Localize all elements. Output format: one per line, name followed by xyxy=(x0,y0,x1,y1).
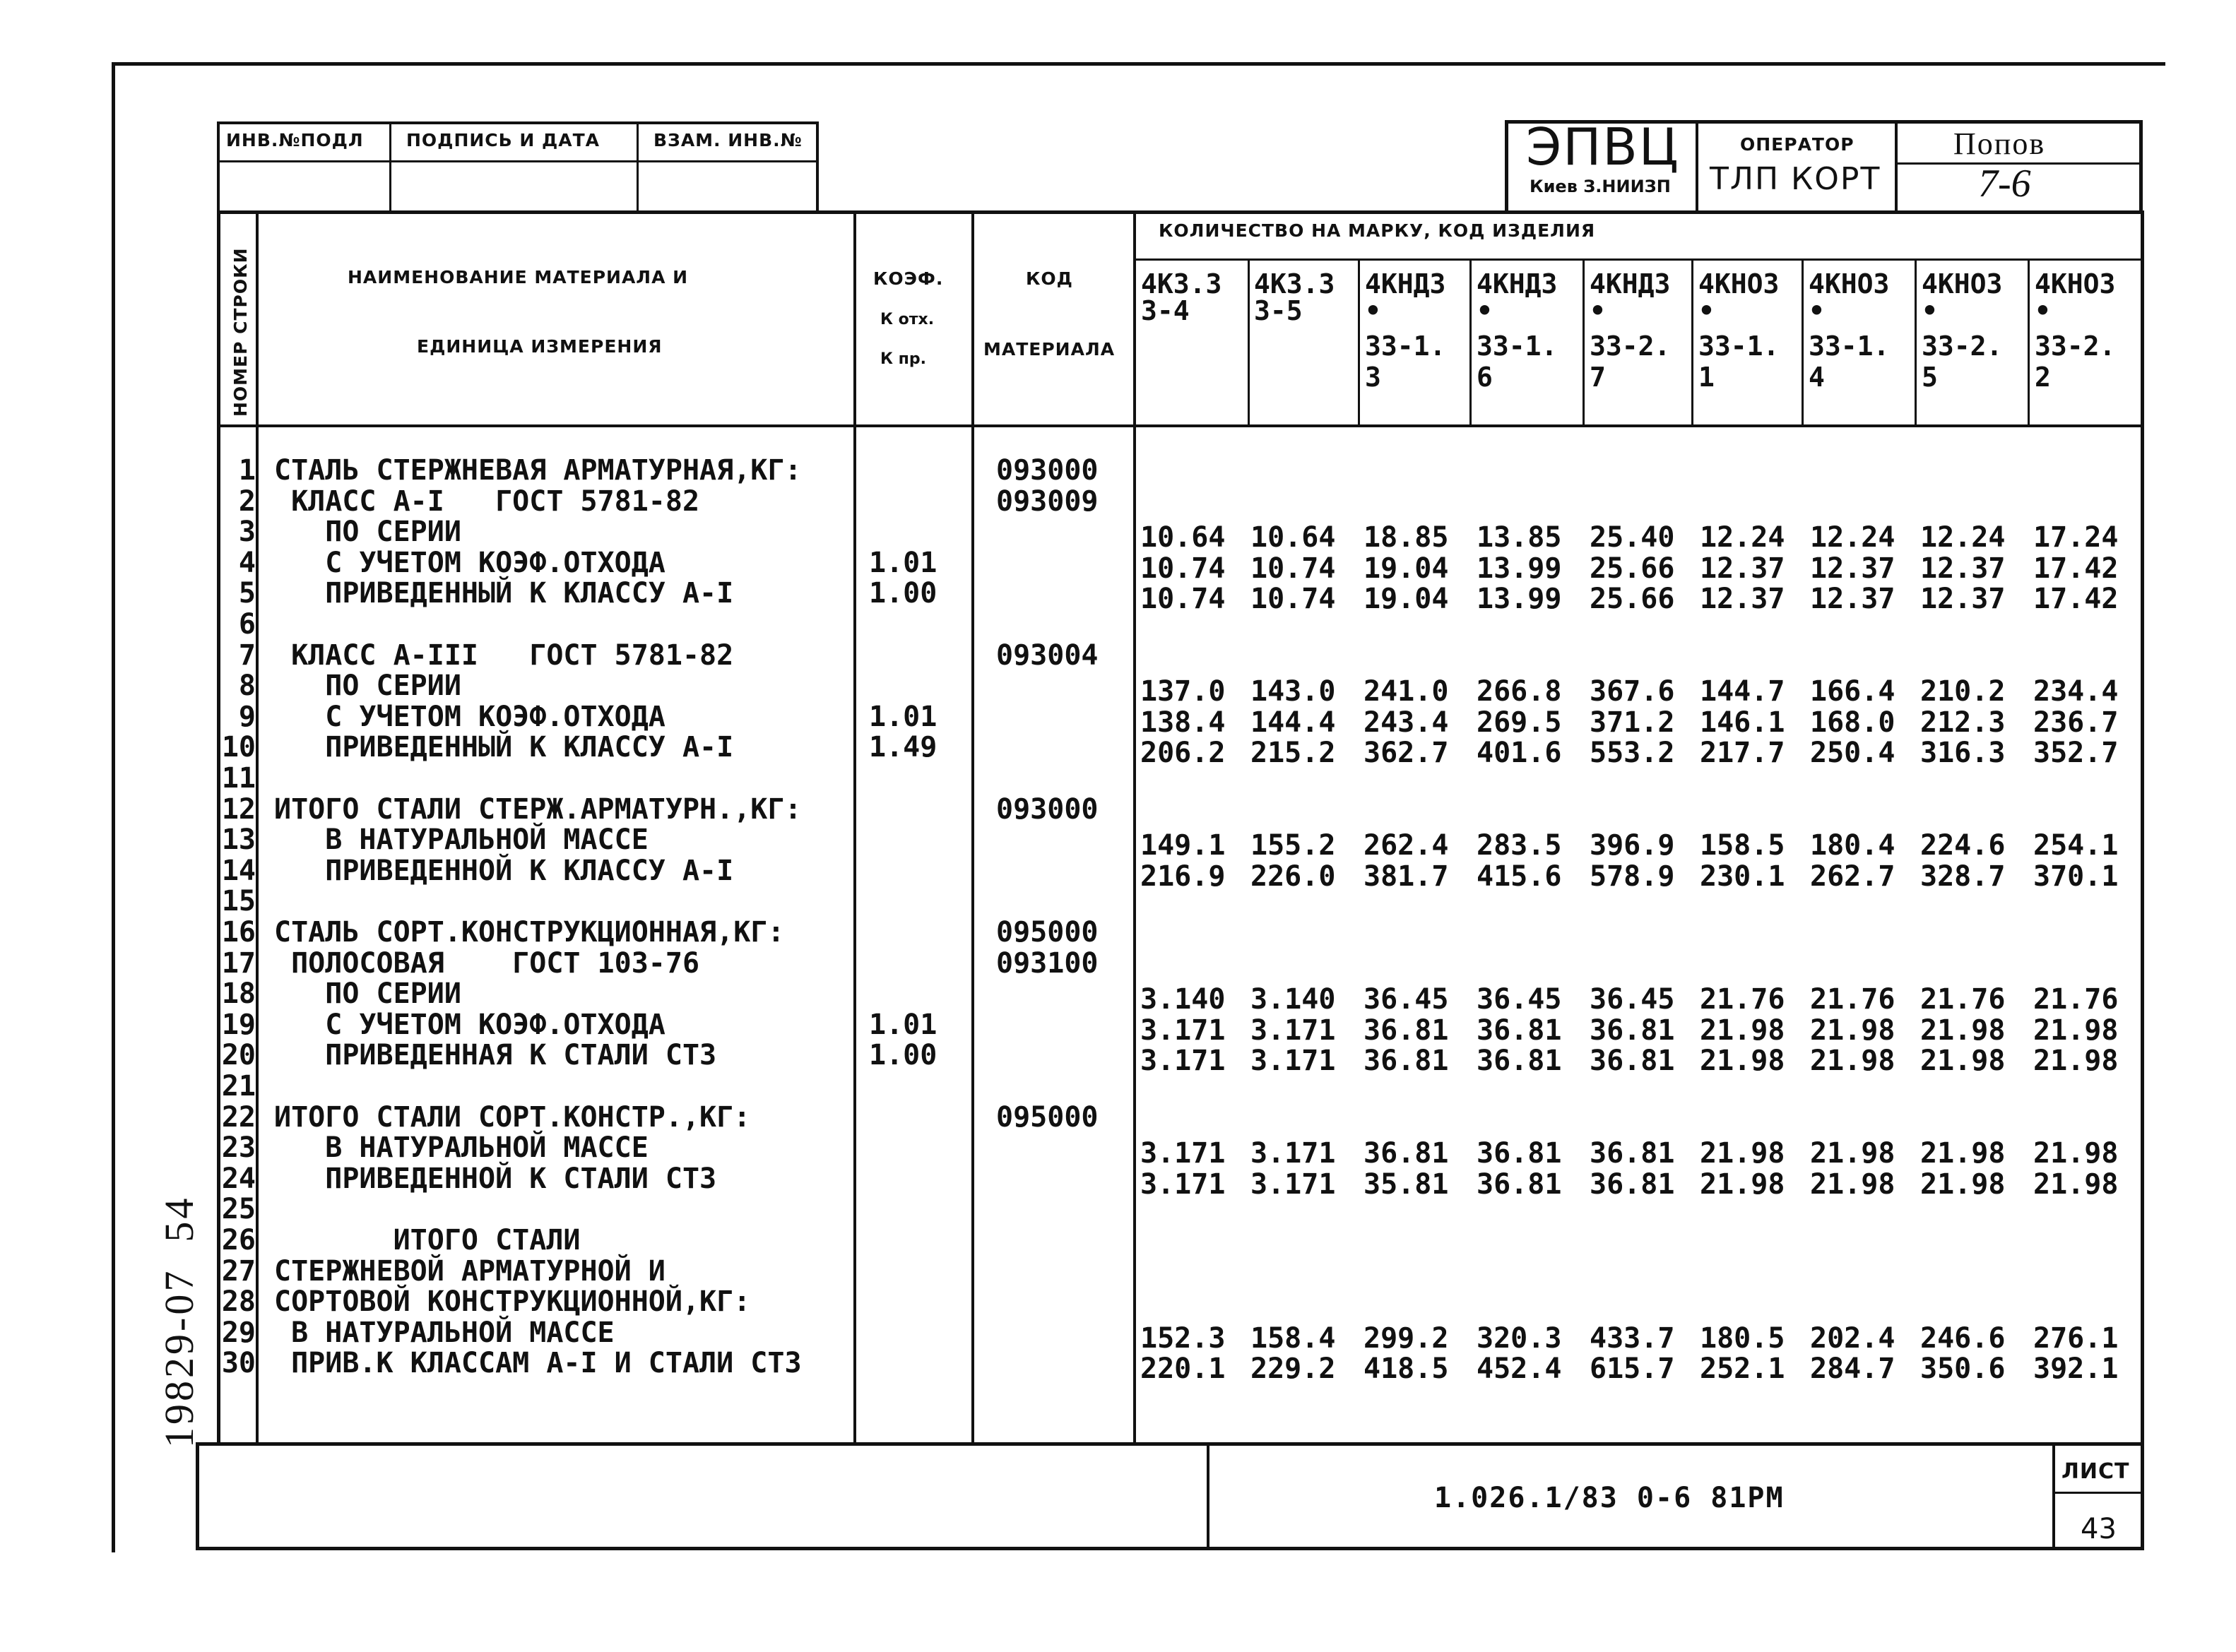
material-name: СТАЛЬ СТЕРЖНЕВАЯ АРМАТУРНАЯ,КГ: xyxy=(274,454,802,487)
row-number: 22 xyxy=(221,1100,256,1134)
quantity-cell: 234.4 xyxy=(2033,675,2119,708)
column-header-9-line4: 2 xyxy=(2035,362,2051,393)
quantity-cell: 166.4 xyxy=(1810,675,1895,708)
quantity-cell: 352.7 xyxy=(2033,737,2119,770)
quantity-cell: 12.37 xyxy=(1810,583,1895,616)
quantity-cell: 36.81 xyxy=(1590,1014,1675,1047)
material-name: ПРИВЕДЕННЫЙ К КЛАССУ А-I xyxy=(274,577,734,610)
quantity-cell: 299.2 xyxy=(1364,1321,1449,1355)
quantity-cell: 12.24 xyxy=(1810,521,1895,554)
margin-note: 19829-07 54 xyxy=(156,1195,202,1448)
material-name: В НАТУРАЛЬНОЙ МАССЕ xyxy=(274,1316,615,1349)
quantity-cell: 21.76 xyxy=(2033,983,2119,1016)
quantity-cell: 350.6 xyxy=(1920,1353,2006,1386)
quantity-cell: 21.76 xyxy=(1920,983,2006,1016)
quantity-cell: 25.66 xyxy=(1590,552,1675,585)
quantity-cell: 21.76 xyxy=(1700,983,1785,1016)
material-code: 095000 xyxy=(996,916,1099,949)
material-name: КЛАСС А-I ГОСТ 5781-82 xyxy=(274,485,700,518)
material-name: ПО СЕРИИ xyxy=(274,670,461,703)
row-number: 2 xyxy=(238,485,256,518)
quantity-cell: 210.2 xyxy=(1920,675,2006,708)
code-header-line2: МАТЕРИАЛА xyxy=(983,339,1116,359)
quantity-cell: 146.1 xyxy=(1700,706,1785,739)
material-name: В НАТУРАЛЬНОЙ МАССЕ xyxy=(274,824,649,857)
quantity-cell: 21.98 xyxy=(1920,1167,2006,1201)
quantity-cell: 284.7 xyxy=(1810,1353,1895,1386)
quantity-cell: 216.9 xyxy=(1140,860,1226,893)
quantity-cell: 25.66 xyxy=(1590,583,1675,616)
row-number: 3 xyxy=(238,516,256,549)
quantity-cell: 367.6 xyxy=(1590,675,1675,708)
row-number: 23 xyxy=(221,1131,256,1165)
quantity-cell: 276.1 xyxy=(2033,1321,2119,1355)
quantity-cell: 21.98 xyxy=(2033,1045,2119,1078)
quantity-cell: 19.04 xyxy=(1364,552,1449,585)
signature: 7-6 xyxy=(1978,162,2031,206)
quantity-cell: 19.04 xyxy=(1364,583,1449,616)
quantity-header-title: КОЛИЧЕСТВО НА МАРКУ, КОД ИЗДЕЛИЯ xyxy=(1159,220,1596,241)
material-name: ПРИВЕДЕННОЙ К КЛАССУ А-I xyxy=(274,854,734,887)
quantity-cell: 12.37 xyxy=(1810,552,1895,585)
quantity-cell: 212.3 xyxy=(1920,706,2006,739)
quantity-cell: 10.74 xyxy=(1250,583,1336,616)
quantity-cell: 144.4 xyxy=(1250,706,1336,739)
quantity-cell: 254.1 xyxy=(2033,829,2119,862)
quantity-cell: 152.3 xyxy=(1140,1321,1226,1355)
quantity-cell: 3.171 xyxy=(1250,1045,1336,1078)
quantity-cell: 36.45 xyxy=(1477,983,1562,1016)
quantity-cell: 246.6 xyxy=(1920,1321,2006,1355)
material-name: В НАТУРАЛЬНОЙ МАССЕ xyxy=(274,1131,649,1165)
row-number: 11 xyxy=(221,762,256,795)
quantity-cell: 149.1 xyxy=(1140,829,1226,862)
coefficient: 1.00 xyxy=(869,1039,937,1072)
quantity-cell: 3.140 xyxy=(1250,983,1336,1016)
org-sub: Киев З.НИИЗП xyxy=(1530,177,1671,196)
quantity-cell: 36.45 xyxy=(1364,983,1449,1016)
quantity-cell: 230.1 xyxy=(1700,860,1785,893)
quantity-cell: 180.5 xyxy=(1700,1321,1785,1355)
column-header-2-line2: 3-5 xyxy=(1254,295,1303,326)
quantity-cell: 3.171 xyxy=(1250,1167,1336,1201)
row-number: 20 xyxy=(221,1039,256,1072)
quantity-cell: 3.171 xyxy=(1140,1167,1226,1201)
quantity-cell: 252.1 xyxy=(1700,1353,1785,1386)
row-number: 25 xyxy=(221,1193,256,1226)
material-name: С УЧЕТОМ КОЭФ.ОТХОДА xyxy=(274,700,666,733)
org-name: ЭПВЦ xyxy=(1526,117,1680,177)
quantity-cell: 3.171 xyxy=(1140,1137,1226,1170)
quantity-cell: 21.98 xyxy=(2033,1167,2119,1201)
quantity-cell: 143.0 xyxy=(1250,675,1336,708)
page-left-border xyxy=(112,62,115,1552)
column-header-5-line3: 33-2. xyxy=(1590,331,1671,362)
operator-label: ОПЕРАТОР xyxy=(1740,134,1855,155)
row-number: 13 xyxy=(221,824,256,857)
quantity-cell: 36.81 xyxy=(1477,1137,1562,1170)
quantity-cell: 12.37 xyxy=(1700,583,1785,616)
material-name: ПО СЕРИИ xyxy=(274,977,461,1011)
quantity-cell: 452.4 xyxy=(1477,1353,1562,1386)
quantity-cell: 433.7 xyxy=(1590,1321,1675,1355)
quantity-cell: 3.171 xyxy=(1250,1137,1336,1170)
document-code: 1.026.1/83 0-6 81РМ xyxy=(1434,1482,1785,1514)
quantity-cell: 21.98 xyxy=(1700,1137,1785,1170)
row-number: 19 xyxy=(221,1008,256,1041)
quantity-cell: 10.64 xyxy=(1250,521,1336,554)
column-header-8-line1: 4КНОЗ xyxy=(1922,268,2003,299)
column-header-4-line1: 4КНДЗ xyxy=(1477,268,1558,299)
quantity-cell: 371.2 xyxy=(1590,706,1675,739)
quantity-cell: 18.85 xyxy=(1364,521,1449,554)
material-code: 093000 xyxy=(996,792,1099,826)
row-number: 28 xyxy=(221,1285,256,1319)
column-header-4-line2: • xyxy=(1477,295,1493,326)
coefficient: 1.01 xyxy=(869,546,937,579)
row-number: 30 xyxy=(221,1347,256,1380)
quantity-cell: 144.7 xyxy=(1700,675,1785,708)
coefficient: 1.01 xyxy=(869,700,937,733)
coef-header-line2: К отх. xyxy=(880,311,935,328)
quantity-cell: 10.64 xyxy=(1140,521,1226,554)
quantity-cell: 262.4 xyxy=(1364,829,1449,862)
column-header-8-line3: 33-2. xyxy=(1922,331,2003,362)
quantity-cell: 229.2 xyxy=(1250,1353,1336,1386)
column-header-3-line4: 3 xyxy=(1365,362,1381,393)
quantity-cell: 36.81 xyxy=(1477,1014,1562,1047)
quantity-cell: 12.37 xyxy=(1920,583,2006,616)
quantity-cell: 17.24 xyxy=(2033,521,2119,554)
quantity-cell: 36.81 xyxy=(1477,1045,1562,1078)
quantity-cell: 168.0 xyxy=(1810,706,1895,739)
row-number: 15 xyxy=(221,885,256,918)
column-header-2-line1: 4КЗ.3 xyxy=(1254,268,1335,299)
quantity-cell: 21.98 xyxy=(2033,1014,2119,1047)
quantity-cell: 158.5 xyxy=(1700,829,1785,862)
quantity-cell: 578.9 xyxy=(1590,860,1675,893)
quantity-cell: 328.7 xyxy=(1920,860,2006,893)
quantity-cell: 36.81 xyxy=(1590,1167,1675,1201)
row-number: 12 xyxy=(221,792,256,826)
column-header-4-line4: 6 xyxy=(1477,362,1493,393)
column-header-6-line4: 1 xyxy=(1698,362,1715,393)
column-header-9-line3: 33-2. xyxy=(2035,331,2116,362)
column-header-9-line2: • xyxy=(2035,295,2051,326)
quantity-cell: 316.3 xyxy=(1920,737,2006,770)
column-header-1-line2: 3-4 xyxy=(1141,295,1190,326)
row-number: 6 xyxy=(238,608,256,641)
quantity-cell: 12.24 xyxy=(1700,521,1785,554)
material-name: ПРИВЕДЕННОЙ К СТАЛИ СТ3 xyxy=(274,1162,717,1195)
quantity-cell: 21.98 xyxy=(1810,1045,1895,1078)
material-name: ПОЛОСОВАЯ ГОСТ 103-76 xyxy=(274,946,700,980)
material-name: ПРИВ.К КЛАССАМ А-I И СТАЛИ СТ3 xyxy=(274,1347,802,1380)
column-header-9-line1: 4КНОЗ xyxy=(2035,268,2116,299)
quantity-cell: 224.6 xyxy=(1920,829,2006,862)
operator-name: ТЛП КОРТ xyxy=(1710,161,1881,197)
material-name: КЛАСС А-III ГОСТ 5781-82 xyxy=(274,638,734,672)
material-name: СТЕРЖНЕВОЙ АРМАТУРНОЙ И xyxy=(274,1254,666,1288)
quantity-cell: 3.171 xyxy=(1250,1014,1336,1047)
inv-podl-label: ИНВ.№ПОДЛ xyxy=(226,130,364,150)
material-name: ИТОГО СТАЛИ СОРТ.КОНСТР.,КГ: xyxy=(274,1100,751,1134)
quantity-cell: 21.98 xyxy=(1920,1014,2006,1047)
person-name: Попов xyxy=(1953,126,2046,161)
quantity-cell: 21.76 xyxy=(1810,983,1895,1016)
sheet-label: ЛИСТ xyxy=(2062,1459,2130,1484)
quantity-cell: 21.98 xyxy=(1700,1167,1785,1201)
material-name: С УЧЕТОМ КОЭФ.ОТХОДА xyxy=(274,1008,666,1041)
quantity-cell: 220.1 xyxy=(1140,1353,1226,1386)
quantity-cell: 21.98 xyxy=(1700,1014,1785,1047)
quantity-cell: 615.7 xyxy=(1590,1353,1675,1386)
quantity-cell: 13.99 xyxy=(1477,583,1562,616)
quantity-cell: 401.6 xyxy=(1477,737,1562,770)
coef-header-line3: К пр. xyxy=(880,350,926,368)
quantity-cell: 10.74 xyxy=(1140,583,1226,616)
row-number: 21 xyxy=(221,1070,256,1103)
column-header-1-line1: 4КЗ.3 xyxy=(1141,268,1222,299)
quantity-cell: 155.2 xyxy=(1250,829,1336,862)
coefficient: 1.00 xyxy=(869,577,937,610)
column-header-5-line2: • xyxy=(1590,295,1606,326)
quantity-cell: 13.99 xyxy=(1477,552,1562,585)
quantity-cell: 36.81 xyxy=(1364,1137,1449,1170)
quantity-cell: 243.4 xyxy=(1364,706,1449,739)
quantity-cell: 202.4 xyxy=(1810,1321,1895,1355)
material-code: 093009 xyxy=(996,485,1099,518)
row-number: 8 xyxy=(238,670,256,703)
material-header-line1: НАИМЕНОВАНИЕ МАТЕРИАЛА И xyxy=(348,267,689,287)
quantity-cell: 36.81 xyxy=(1364,1014,1449,1047)
row-number: 26 xyxy=(221,1224,256,1256)
column-header-6-line3: 33-1. xyxy=(1698,331,1780,362)
material-name: С УЧЕТОМ КОЭФ.ОТХОДА xyxy=(274,546,666,579)
column-header-3-line2: • xyxy=(1365,295,1381,326)
quantity-cell: 269.5 xyxy=(1477,706,1562,739)
quantity-cell: 418.5 xyxy=(1364,1353,1449,1386)
material-name: СОРТОВОЙ КОНСТРУКЦИОННОЙ,КГ: xyxy=(274,1285,751,1319)
column-header-7-line4: 4 xyxy=(1809,362,1825,393)
material-code: 093100 xyxy=(996,946,1099,980)
quantity-cell: 396.9 xyxy=(1590,829,1675,862)
coef-header-line1: КОЭФ. xyxy=(873,268,944,289)
column-header-8-line4: 5 xyxy=(1922,362,1938,393)
material-name: СТАЛЬ СОРТ.КОНСТРУКЦИОННАЯ,КГ: xyxy=(274,916,785,949)
quantity-cell: 138.4 xyxy=(1140,706,1226,739)
column-header-6-line1: 4КНОЗ xyxy=(1698,268,1780,299)
column-header-7-line2: • xyxy=(1809,295,1825,326)
column-header-5-line4: 7 xyxy=(1590,362,1606,393)
material-name: ПРИВЕДЕННЫЙ К КЛАССУ А-I xyxy=(274,731,734,764)
quantity-cell: 17.42 xyxy=(2033,552,2119,585)
quantity-cell: 320.3 xyxy=(1477,1321,1562,1355)
row-number: 29 xyxy=(221,1316,256,1349)
quantity-cell: 217.7 xyxy=(1700,737,1785,770)
quantity-cell: 283.5 xyxy=(1477,829,1562,862)
column-header-4-line3: 33-1. xyxy=(1477,331,1558,362)
material-code: 093004 xyxy=(996,638,1099,672)
quantity-cell: 21.98 xyxy=(1920,1045,2006,1078)
row-number: 4 xyxy=(238,546,256,579)
row-number: 14 xyxy=(221,854,256,887)
column-header-6-line2: • xyxy=(1698,295,1715,326)
quantity-cell: 226.0 xyxy=(1250,860,1336,893)
row-number: 1 xyxy=(238,454,256,487)
quantity-cell: 381.7 xyxy=(1364,860,1449,893)
quantity-cell: 21.98 xyxy=(2033,1137,2119,1170)
sheet-number: 43 xyxy=(2081,1513,2117,1545)
row-number: 27 xyxy=(221,1254,256,1288)
quantity-cell: 21.98 xyxy=(1810,1137,1895,1170)
quantity-cell: 12.37 xyxy=(1920,552,2006,585)
column-header-3-line1: 4КНДЗ xyxy=(1365,268,1446,299)
quantity-cell: 392.1 xyxy=(2033,1353,2119,1386)
quantity-cell: 12.24 xyxy=(1920,521,2006,554)
quantity-cell: 266.8 xyxy=(1477,675,1562,708)
quantity-cell: 137.0 xyxy=(1140,675,1226,708)
quantity-cell: 241.0 xyxy=(1364,675,1449,708)
quantity-cell: 262.7 xyxy=(1810,860,1895,893)
material-code: 095000 xyxy=(996,1100,1099,1134)
quantity-cell: 236.7 xyxy=(2033,706,2119,739)
quantity-cell: 17.42 xyxy=(2033,583,2119,616)
quantity-cell: 10.74 xyxy=(1140,552,1226,585)
row-number: 9 xyxy=(238,700,256,733)
material-name: ИТОГО СТАЛИ СТЕРЖ.АРМАТУРН.,КГ: xyxy=(274,792,802,826)
coefficient: 1.01 xyxy=(869,1008,937,1041)
vzam-inv-label: ВЗАМ. ИНВ.№ xyxy=(653,130,803,150)
material-header-line2: ЕДИНИЦА ИЗМЕРЕНИЯ xyxy=(417,336,663,357)
page-top-border xyxy=(113,62,2165,66)
quantity-cell: 36.81 xyxy=(1590,1137,1675,1170)
quantity-cell: 36.45 xyxy=(1590,983,1675,1016)
row-number-header: НОМЕР СТРОКИ xyxy=(230,247,251,417)
quantity-cell: 553.2 xyxy=(1590,737,1675,770)
column-header-8-line2: • xyxy=(1922,295,1938,326)
quantity-cell: 36.81 xyxy=(1364,1045,1449,1078)
material-name: ПО СЕРИИ xyxy=(274,516,461,549)
column-header-3-line3: 33-1. xyxy=(1365,331,1446,362)
quantity-cell: 370.1 xyxy=(2033,860,2119,893)
quantity-cell: 21.98 xyxy=(1810,1167,1895,1201)
material-name: ИТОГО СТАЛИ xyxy=(274,1224,581,1256)
quantity-cell: 10.74 xyxy=(1250,552,1336,585)
row-number: 7 xyxy=(238,638,256,672)
podpis-data-label: ПОДПИСЬ И ДАТА xyxy=(406,130,601,150)
quantity-cell: 21.98 xyxy=(1700,1045,1785,1078)
quantity-cell: 21.98 xyxy=(1920,1137,2006,1170)
quantity-cell: 415.6 xyxy=(1477,860,1562,893)
code-header-line1: КОД xyxy=(1026,268,1073,289)
quantity-cell: 3.171 xyxy=(1140,1045,1226,1078)
quantity-cell: 12.37 xyxy=(1700,552,1785,585)
column-header-5-line1: 4КНДЗ xyxy=(1590,268,1671,299)
column-header-7-line1: 4КНОЗ xyxy=(1809,268,1890,299)
row-number: 5 xyxy=(238,577,256,610)
quantity-cell: 215.2 xyxy=(1250,737,1336,770)
row-number: 18 xyxy=(221,977,256,1011)
row-number: 16 xyxy=(221,916,256,949)
row-number: 17 xyxy=(221,946,256,980)
quantity-cell: 206.2 xyxy=(1140,737,1226,770)
quantity-cell: 180.4 xyxy=(1810,829,1895,862)
quantity-cell: 35.81 xyxy=(1364,1167,1449,1201)
quantity-cell: 36.81 xyxy=(1590,1045,1675,1078)
quantity-cell: 362.7 xyxy=(1364,737,1449,770)
quantity-cell: 3.171 xyxy=(1140,1014,1226,1047)
material-code: 093000 xyxy=(996,454,1099,487)
quantity-cell: 13.85 xyxy=(1477,521,1562,554)
quantity-cell: 36.81 xyxy=(1477,1167,1562,1201)
quantity-cell: 21.98 xyxy=(1810,1014,1895,1047)
quantity-cell: 3.140 xyxy=(1140,983,1226,1016)
row-number: 10 xyxy=(221,731,256,764)
quantity-cell: 25.40 xyxy=(1590,521,1675,554)
column-header-7-line3: 33-1. xyxy=(1809,331,1890,362)
material-name: ПРИВЕДЕННАЯ К СТАЛИ СТ3 xyxy=(274,1039,717,1072)
coefficient: 1.49 xyxy=(869,731,937,764)
quantity-cell: 250.4 xyxy=(1810,737,1895,770)
quantity-cell: 158.4 xyxy=(1250,1321,1336,1355)
row-number: 24 xyxy=(221,1162,256,1195)
